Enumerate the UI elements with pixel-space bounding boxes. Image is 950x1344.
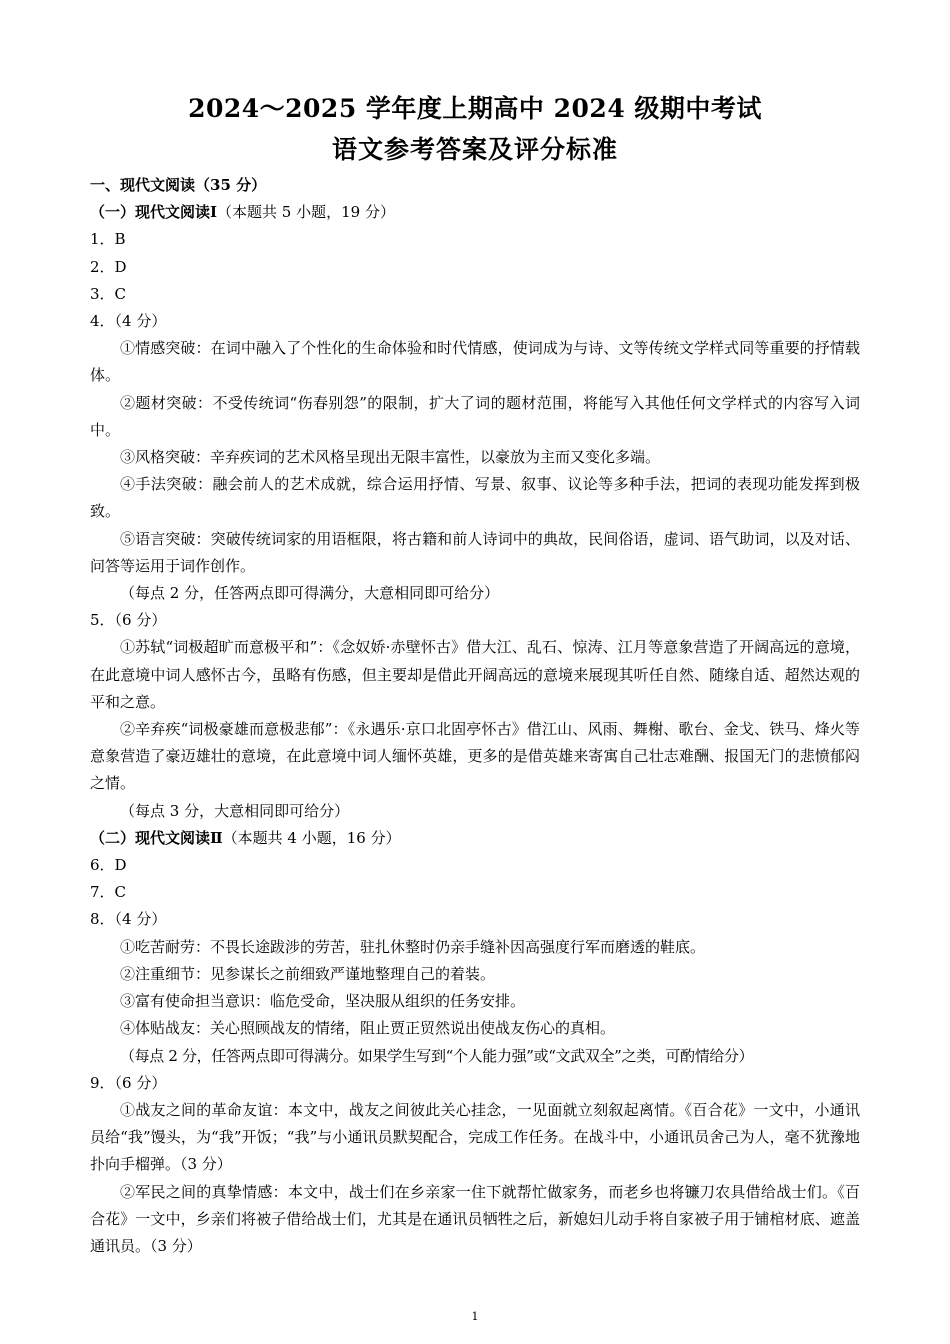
document-subtitle: 语文参考答案及评分标准 — [331, 135, 618, 164]
answer-point: ①情感突破：在词中融入了个性化的生命体验和时代情感，使词成为与诗、文等传统文学样式同等重要的抒情载体。 — [90, 339, 860, 385]
answer-point: ①苏轼“词极超旷而意极平和”：《念奴娇·赤壁怀古》借大江、乱石、惊涛、江月等意象营造了开阔高远的意境，在此意境中词人感怀古今，虽略有伤感，但主要却是借此开阔高远的意境来展现其听任自然、随缘自适、超然达观的平和之意。 — [90, 638, 860, 711]
question-label-q5: 5．（6 分） — [90, 611, 167, 630]
page-number: 1 — [471, 1310, 479, 1323]
subsection-title: （一）现代文阅读Ⅰ — [90, 203, 218, 222]
answer-point: ②注重细节：见参谋长之前细致严谨地整理自己的着装。 — [120, 964, 496, 983]
answer-point: ②辛弃疾“词极豪雄而意极悲郁”：《永遇乐·京口北固亭怀古》借江山、风雨、舞榭、歌台、金戈、铁马、烽火等意象营造了豪迈雄壮的意境，在此意境中词人缅怀英雄，更多的是借英雄来寄寓自己壮志难酬、报国无门的悲愤郁闷之情。 — [90, 720, 860, 793]
question-label-q4: 4．（4 分） — [90, 312, 167, 331]
subsection-title: （二）现代文阅读Ⅱ — [90, 828, 223, 847]
answer-q1: 1．B — [90, 230, 126, 249]
answer-point: ②题材突破：不受传统词“伤春别怨”的限制，扩大了词的题材范围，将能写入其他任何文学样式的内容写入词中。 — [90, 393, 860, 439]
answer-point: ③富有使命担当意识：临危受命，坚决服从组织的任务安排。 — [120, 992, 526, 1011]
scoring-note: （每点 2 分，任答两点即可得满分，大意相同即可给分） — [120, 584, 500, 603]
answer-point: ④体贴战友：关心照顾战友的情绪，阻止贾正贸然说出使战友伤心的真相。 — [120, 1019, 616, 1038]
subsection-heading-1 — [90, 199, 860, 226]
question-label-q8: 8．（4 分） — [90, 910, 167, 929]
question-label-q9: 9．（6 分） — [90, 1073, 167, 1092]
answer-point: ①吃苦耐劳：不畏长途跋涉的劳苦，驻扎休整时仍亲手缝补因高强度行军而磨透的鞋底。 — [120, 937, 706, 956]
answer-point: ②军民之间的真挚情感：本文中，战士们在乡亲家一住下就帮忙做家务，而老乡也将镰刀农具借给战士们。《百合花》一文中，乡亲们将被子借给战士们，尤其是在通讯员牺牲之后，新媳妇儿动手将自家被子用于铺棺材底、遮盖通讯员。（3 分） — [90, 1182, 860, 1255]
answer-q6: 6．D — [90, 856, 127, 875]
answer-point: ④手法突破：融会前人的艺术成就，综合运用抒情、写景、叙事、议论等多种手法，把词的表现功能发挥到极致。 — [90, 475, 860, 521]
answer-point: ③风格突破：辛弃疾词的艺术风格呈现出无限丰富性，以豪放为主而又变化多端。 — [120, 448, 661, 467]
answer-q2: 2．D — [90, 257, 127, 276]
subsection-note: （本题共 5 小题，19 分） — [217, 203, 395, 222]
answer-content — [90, 172, 860, 1260]
scoring-note: （每点 2 分，任答两点即可得满分。如果学生写到“个人能力强”或“文武双全”之类，可酌情给分） — [120, 1046, 754, 1065]
answer-point: ①战友之间的革命友谊：本文中，战友之间彼此关心挂念，一见面就立刻叙起离情。《百合花》一文中，小通讯员给“我”馒头，为“我”开饭；“我”与小通讯员默契配合，完成工作任务。在战斗中，小通讯员舍己为人，毫不犹豫地扑向手榴弹。（3 分） — [90, 1100, 860, 1174]
scoring-note: （每点 3 分，大意相同即可给分） — [120, 801, 350, 820]
answer-point: ⑤语言突破：突破传统词家的用语框限，将古籍和前人诗词中的典故，民间俗语，虚词、语气助词，以及对话、问答等运用于词作创作。 — [90, 529, 860, 575]
answer-q3: 3．C — [90, 284, 127, 303]
answer-q7: 7．C — [90, 883, 127, 902]
subsection-note: （本题共 4 小题，16 分） — [222, 828, 401, 847]
document-title: 2024～2025 学年度上期高中 2024 级期中考试 — [188, 94, 762, 123]
section-heading-1: 一、现代文阅读（35 分） — [90, 176, 267, 194]
subsection-heading-2 — [90, 825, 860, 852]
